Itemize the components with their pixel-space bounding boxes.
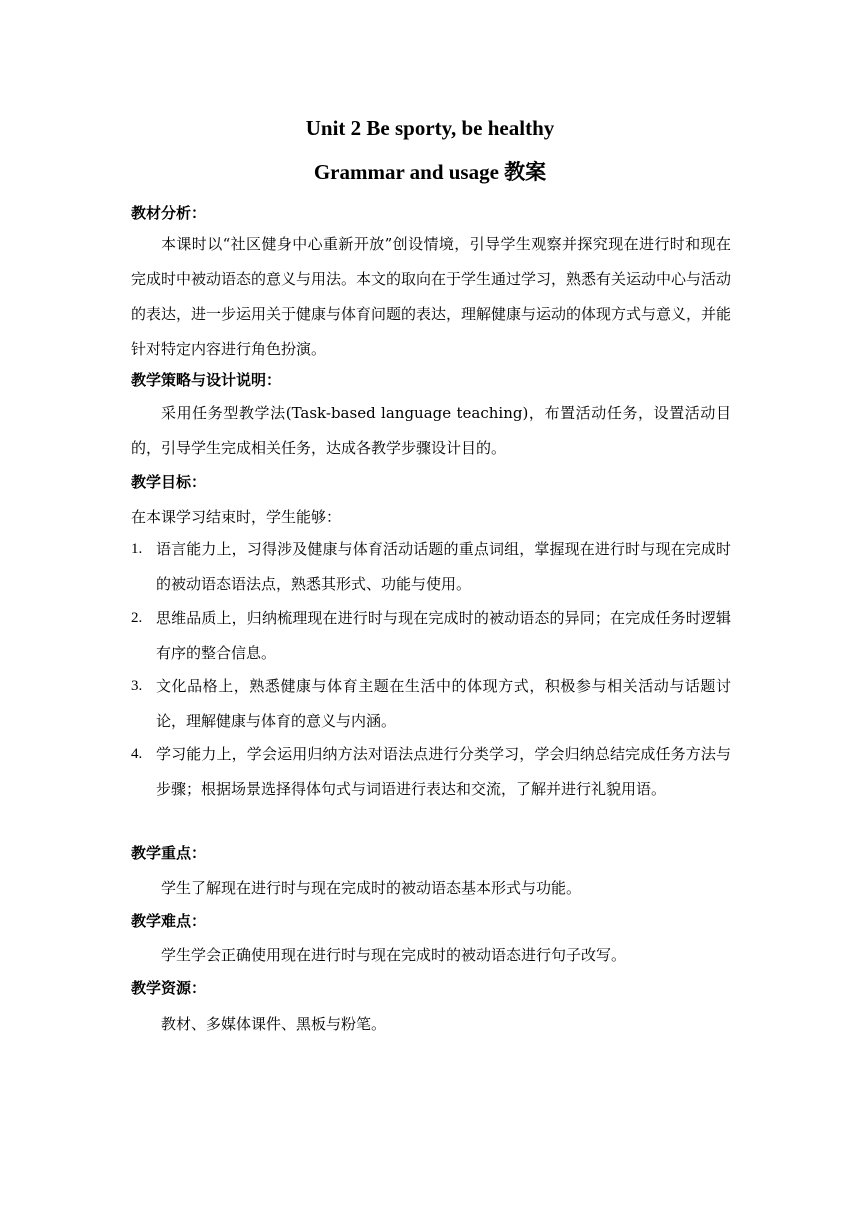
section-heading-objectives: 教学目标：	[131, 473, 207, 491]
section-body-resources: 教材、多媒体课件、黑板与粉笔。	[161, 1015, 387, 1033]
section-heading-resources: 教学资源：	[131, 979, 207, 997]
section-heading-strategy: 教学策略与设计说明：	[131, 371, 282, 389]
section-body-analysis: 本课时以“社区健身中心重新开放”创设情境，引导学生观察并探究现在进行时和现在完成时中被动语态的意义与用法。本文的取向在于学生通过学习，熟悉有关运动中心与活动的表达，进一步运用关于健康与体育问题的表达，理解健康与运动的体现方式与意义，并能针对特定内容进行角色扮演。	[131, 235, 732, 358]
section-body-difficulties: 学生学会正确使用现在进行时与现在完成时的被动语态进行句子改写。	[161, 946, 627, 964]
section-heading-difficulties: 教学难点：	[131, 912, 207, 930]
objective-number: 1.	[131, 541, 143, 557]
section-heading-key-points: 教学重点：	[131, 844, 207, 862]
objective-text: 思维品质上，归纳梳理现在进行时与现在完成时的被动语态的异同；在完成任务时逻辑有序的整合信息。	[156, 609, 731, 662]
section-heading-analysis: 教材分析：	[131, 204, 207, 222]
objective-text: 语言能力上，习得涉及健康与体育活动话题的重点词组，掌握现在进行时与现在完成时的被动语态语法点，熟悉其形式、功能与使用。	[156, 540, 731, 593]
objective-text: 文化品格上，熟悉健康与体育主题在生活中的体现方式，积极参与相关活动与话题讨论，理解健康与体育的意义与内涵。	[156, 677, 731, 730]
objective-text: 学习能力上，学会运用归纳方法对语法点进行分类学习，学会归纳总结完成任务方法与步骤；根据场景选择得体句式与词语进行表达和交流，了解并进行礼貌用语。	[156, 745, 731, 798]
document-title: Unit 2 Be sporty, be healthy	[305, 116, 555, 140]
document-subtitle: Grammar and usage 教案	[313, 160, 547, 184]
objective-number: 2.	[131, 610, 143, 626]
section-body-key-points: 学生了解现在进行时与现在完成时的被动语态基本形式与功能。	[161, 879, 582, 897]
section-body-strategy: 采用任务型教学法(Task-based language teaching)，布置活动任务，设置活动目的，引导学生完成相关任务，达成各教学步骤设计目的。	[131, 404, 731, 457]
objective-number: 3.	[131, 678, 143, 694]
objectives-intro: 在本课学习结束时，学生能够：	[131, 508, 342, 526]
objective-number: 4.	[131, 746, 143, 762]
